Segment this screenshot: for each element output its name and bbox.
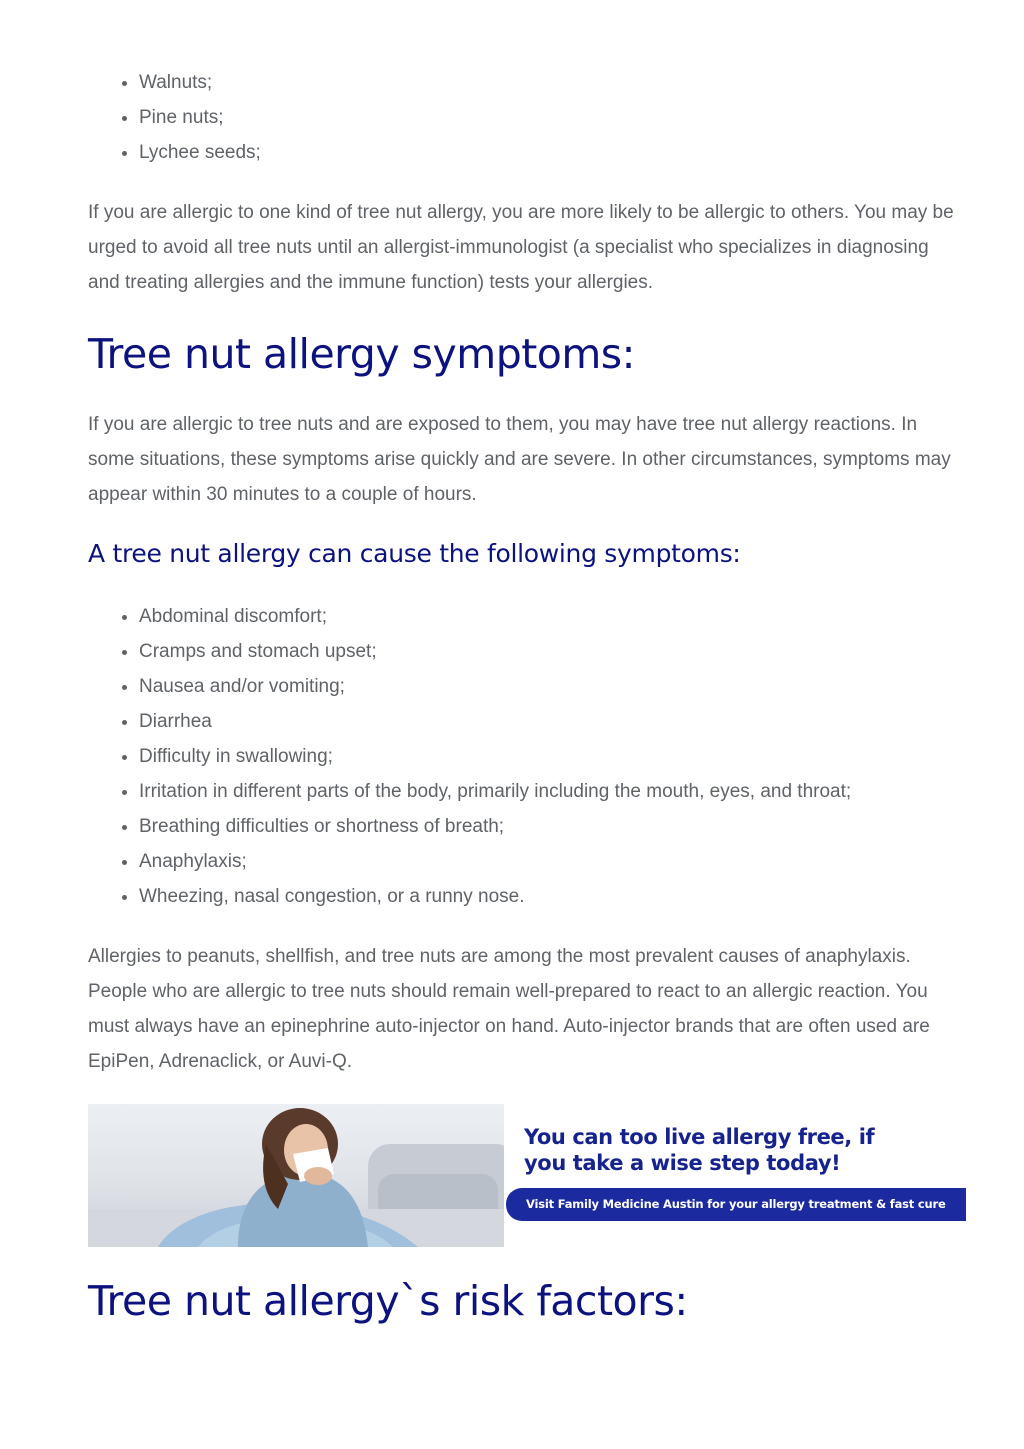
intro-paragraph: If you are allergic to one kind of tree nut allergy, you are more likely to be allergic to others. You may be urged to avoid all tree nuts until an allergist-immunologist (a specialist who specializes in diagnosing and treating allergies and the immune function) tests your allergies. (88, 202, 954, 293)
list-item: • Pine nuts; (139, 100, 261, 135)
subheading-symptoms: A tree nut allergy can cause the following symptoms: (88, 539, 741, 568)
list-item: • Abdominal discomfort; (139, 599, 851, 634)
list-item: • Nausea and/or vomiting; (139, 669, 851, 704)
banner-cta-button[interactable]: Visit Family Medicine Austin for your allergy treatment & fast cure (506, 1188, 966, 1221)
banner-headline-line1: You can too live allergy free, if (524, 1125, 875, 1149)
list-item: • Cramps and stomach upset; (139, 634, 851, 669)
list-item: • Walnuts; (139, 65, 261, 100)
banner-text-panel (504, 1104, 966, 1247)
woman-sneezing-illustration (88, 1104, 504, 1247)
tree-nut-list (88, 65, 261, 170)
list-item: • Diarrhea (139, 704, 851, 739)
heading-symptoms: Tree nut allergy symptoms: (88, 330, 635, 378)
list-item: • Wheezing, nasal congestion, or a runny nose. (139, 879, 851, 914)
list-item: • Difficulty in swallowing; (139, 739, 851, 774)
symptoms-paragraph: If you are allergic to tree nuts and are exposed to them, you may have tree nut allergy reactions. In some situations, these symptoms arise quickly and are severe. In other circumstances, symptoms may appear within 30 minutes to a couple of hours. (88, 414, 951, 505)
list-item: • Lychee seeds; (139, 135, 261, 170)
symptoms-list (88, 599, 851, 914)
heading-risk-factors: Tree nut allergy`s risk factors: (88, 1277, 688, 1325)
woman-sneezing-image (88, 1104, 504, 1247)
list-item: • Irritation in different parts of the body, primarily including the mouth, eyes, and throat; (139, 774, 851, 809)
list-item: • Breathing difficulties or shortness of breath; (139, 809, 851, 844)
banner-headline-line2: you take a wise step today! (524, 1151, 841, 1175)
banner-headline (524, 1124, 954, 1176)
allergy-banner-ad[interactable] (88, 1104, 966, 1247)
list-item: • Anaphylaxis; (139, 844, 851, 879)
anaphylaxis-paragraph: Allergies to peanuts, shellfish, and tree nuts are among the most prevalent causes of anaphylaxis. People who are allergic to tree nuts should remain well-prepared to react to an allergic reaction. You must always have an epinephrine auto-injector on hand. Auto-injector brands that are often used are EpiPen, Adrenaclick, or Auvi-Q. (88, 946, 930, 1072)
